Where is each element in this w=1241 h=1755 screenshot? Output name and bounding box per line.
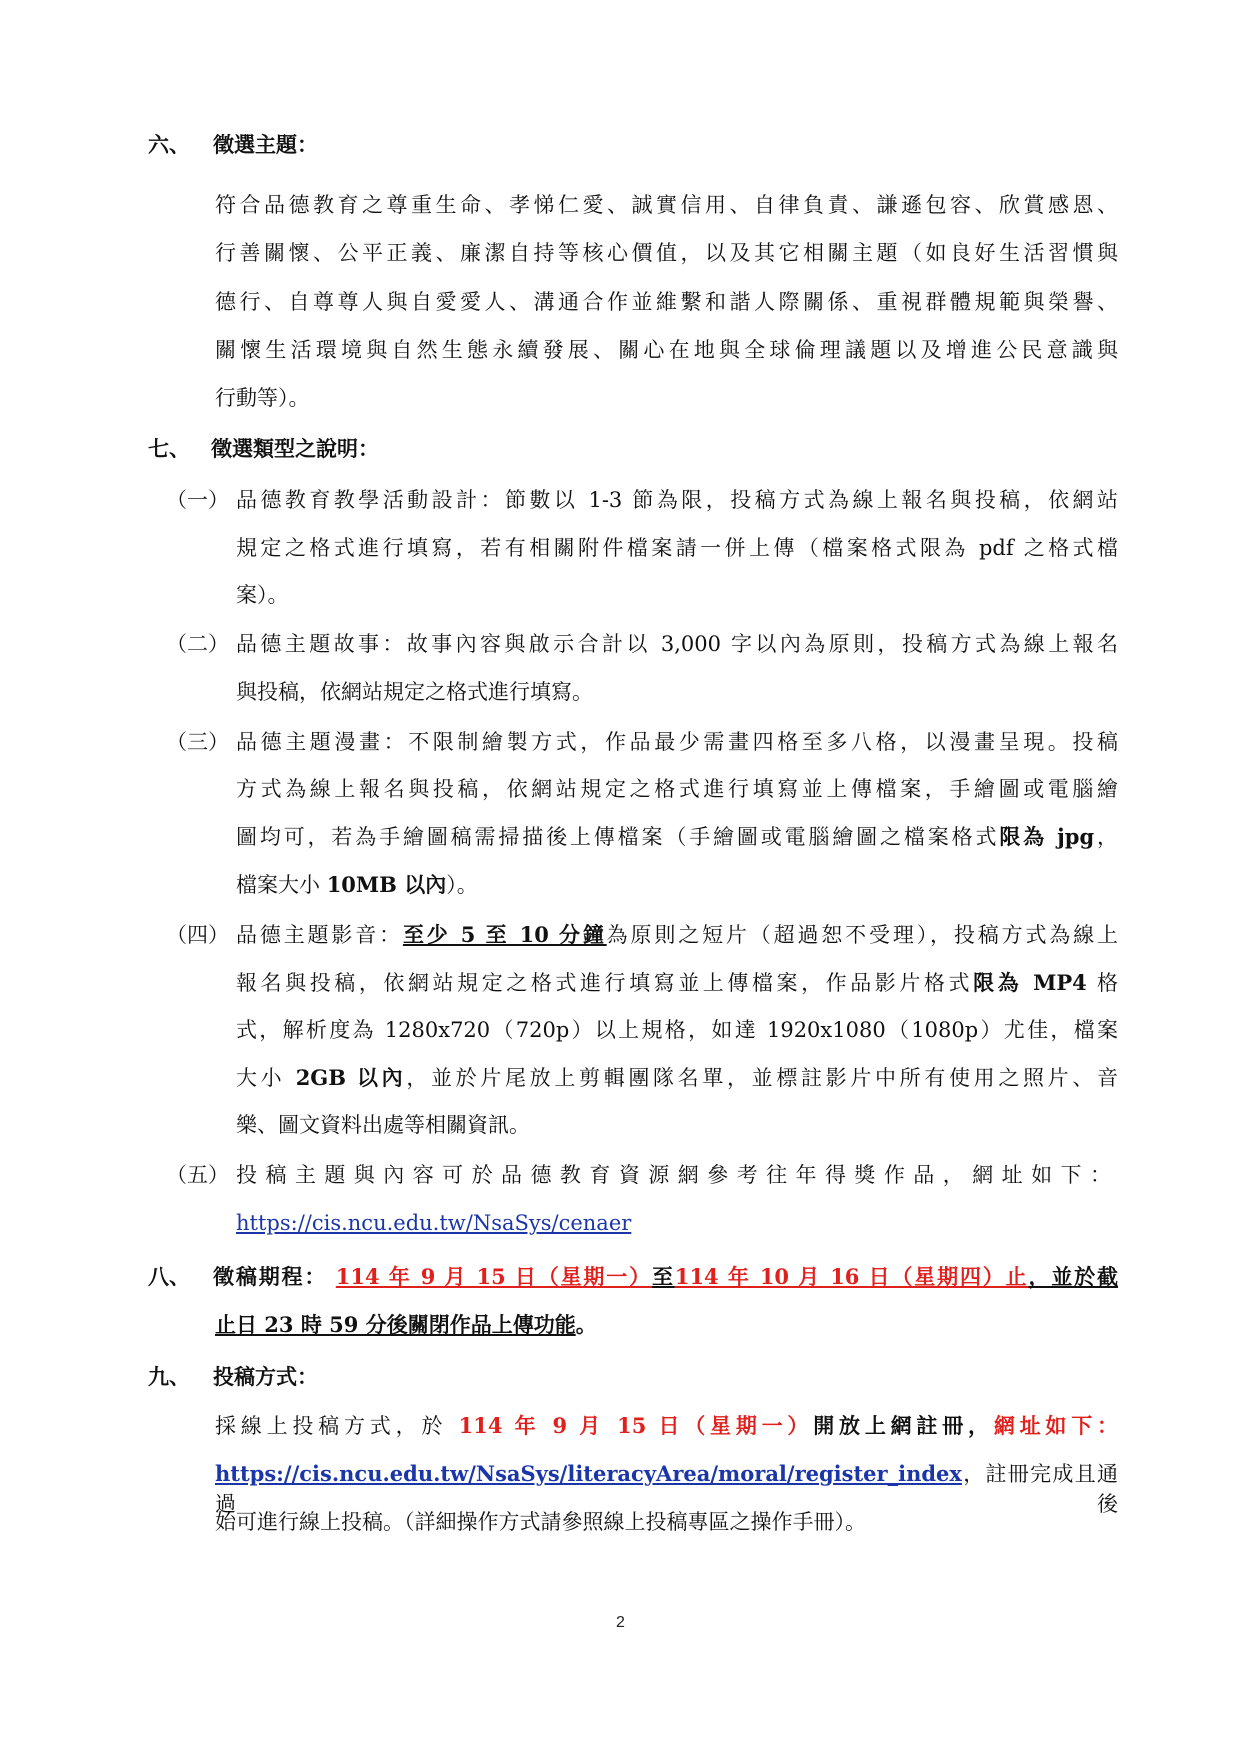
item-5-line: 投稿主題與內容可於品德教育資源網參考往年得獎作品，網址如下： [236, 1163, 1118, 1187]
cenaer-link[interactable]: https://cis.ncu.edu.tw/NsaSys/cenaer [236, 1211, 632, 1235]
section-9-line: 採線上投稿方式，於 114 年 9 月 15 日（星期一）開放上網註冊，網址如下： [215, 1413, 1118, 1438]
item-1-line: 案）。 [236, 583, 289, 607]
item-1-line: 品德教育教學活動設計：節數以 1-3 節為限，投稿方式為線上報名與投稿，依網站 [236, 488, 1118, 512]
size-limit-2gb: 2GB 以內 [295, 1065, 407, 1090]
section-9-line: 始可進行線上投稿。（詳細操作方式請參照線上投稿專區之操作手冊）。 [215, 1510, 866, 1534]
item-2-line: 與投稿，依網站規定之格式進行填寫。 [236, 680, 593, 704]
section-9-line: https://cis.ncu.edu.tw/NsaSys/literacyArea/moral/register_index，註冊完成且通過後 [215, 1461, 1118, 1516]
item-3-label: （三） [166, 730, 229, 754]
section-6-line: 行善關懷、公平正義、廉潔自持等核心價值，以及其它相關主題（如良好生活習慣與 [215, 241, 1118, 265]
item-4-line: 式，解析度為 1280x720（720p）以上規格，如達 1920x1080（1080p）尤佳，檔案 [236, 1018, 1118, 1042]
section-8-number: 八、 [148, 1264, 190, 1289]
section-8-line: 止日 23 時 59 分後關閉作品上傳功能。 [215, 1312, 597, 1337]
item-3-line: 檔案大小 10MB 以內）。 [236, 872, 478, 897]
section-7-title: 徵選類型之說明： [211, 436, 379, 461]
format-limit-jpg: 限為 jpg [999, 824, 1095, 849]
item-2-label: （二） [166, 632, 229, 656]
size-limit-10mb: 10MB 以內 [326, 872, 447, 897]
section-7-number: 七、 [148, 436, 190, 461]
item-4-line: 品德主題影音：至少 5 至 10 分鐘為原則之短片（超過恕不受理），投稿方式為線上 [236, 922, 1118, 947]
section-6-number: 六、 [148, 132, 190, 157]
item-3-line: 圖均可，若為手繪圖稿需掃描後上傳檔案（手繪圖或電腦繪圖之檔案格式限為 jpg， [236, 824, 1119, 849]
section-8-line: 徵稿期程： 114 年 9 月 15 日（星期一）至114 年 10 月 16 日（星期四）止，並於截 [213, 1264, 1119, 1289]
page-number: 2 [616, 1614, 625, 1631]
registration-date: 114 年 9 月 15 日（星期一） [458, 1413, 814, 1438]
section-6-line: 符合品德教育之尊重生命、孝悌仁愛、誠實信用、自律負責、謙遜包容、欣賞感恩、 [215, 193, 1118, 217]
section-6-line: 關懷生活環境與自然生態永續發展、關心在地與全球倫理議題以及增進公民意識與 [215, 338, 1118, 362]
item-4-line: 樂、圖文資料出處等相關資訊。 [236, 1113, 530, 1137]
item-5-label: （五） [166, 1163, 229, 1187]
item-1-label: （一） [166, 488, 229, 512]
item-3-line: 方式為線上報名與投稿，依網站規定之格式進行填寫並上傳檔案，手繪圖或電腦繪 [236, 777, 1118, 801]
item-4-line: 報名與投稿，依網站規定之格式進行填寫並上傳檔案，作品影片格式限為 MP4 格 [236, 970, 1118, 995]
item-3-line: 品德主題漫畫：不限制繪製方式，作品最少需畫四格至多八格，以漫畫呈現。投稿 [236, 730, 1118, 754]
item-1-line: 規定之格式進行填寫，若有相關附件檔案請一併上傳（檔案格式限為 pdf 之格式檔 [236, 536, 1118, 560]
section-6-line: 德行、自尊尊人與自愛愛人、溝通合作並維繫和諧人際關係、重視群體規範與榮譽、 [215, 290, 1118, 314]
item-2-line: 品德主題故事：故事內容與啟示合計以 3,000 字以內為原則，投稿方式為線上報名 [236, 632, 1118, 656]
section-6-title: 徵選主題： [213, 132, 318, 157]
end-date: 114 年 10 月 16 日（星期四）止 [674, 1264, 1029, 1289]
upload-closing-note: 止日 23 時 59 分後關閉作品上傳功能 [215, 1312, 576, 1337]
format-limit-mp4: 限為 MP4 [973, 970, 1087, 995]
section-8-title: 徵稿期程： [213, 1264, 328, 1289]
duration-requirement: 至少 5 至 10 分鐘 [402, 922, 607, 947]
start-date: 114 年 9 月 15 日（星期一） [335, 1264, 652, 1289]
section-9-title: 投稿方式： [213, 1364, 318, 1389]
item-4-line: 大小 2GB 以內，並於片尾放上剪輯團隊名單，並標註影片中所有使用之照片、音 [236, 1065, 1119, 1090]
register-link[interactable]: https://cis.ncu.edu.tw/NsaSys/literacyArea/moral/register_index [215, 1461, 962, 1486]
section-6-line: 行動等）。 [215, 386, 310, 410]
item-4-label: （四） [166, 923, 229, 947]
section-9-number: 九、 [148, 1364, 190, 1389]
